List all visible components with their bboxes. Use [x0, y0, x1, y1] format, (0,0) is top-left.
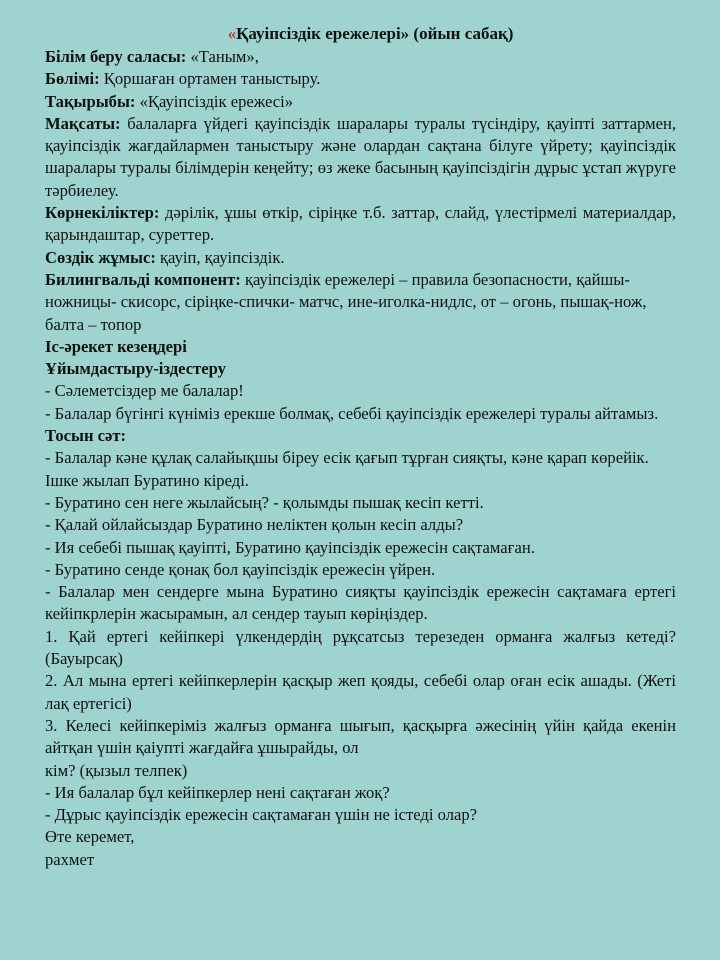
field-value: «Таным», — [186, 47, 259, 66]
field-value: балаларға үйдегі қауіпсіздік шаралары туралы түсіндіру, қауіпті заттармен, қауіпсіздік жағдайлармен таныстыру және олардан сақтана білуге үйрету; қауіпсіздік шаралары туралы білімдерін кеңейту; өз жеке басының қауіпсіздігін дұрыс ұстап жүруге тәрбиелеу. — [45, 113, 676, 200]
body-line: - Ия балалар бұл кейіпкерлер нені сақтаған жоқ? — [45, 782, 390, 802]
body-line: - Қалай ойлайсыздар Буратино неліктен қолын кесіп алды? — [45, 515, 464, 535]
body-line: - Буратино сен неге жылайсың? - қолымды пышақ кесіп кетті. — [45, 492, 484, 512]
body-line: - Буратино сенде қонақ бол қауіпсіздік ережесін үйрен. — [45, 559, 436, 579]
field-label: Мақсаты: — [45, 113, 121, 133]
field-topic — [45, 91, 676, 113]
riddle-3-answer: кім? (қызыл телпек) — [45, 760, 188, 780]
field-goal — [45, 113, 676, 202]
body-line: - Дұрыс қауіпсіздік ережесін сақтамаған үшін не істеді олар? — [45, 805, 478, 825]
field-label: Тақырыбы: — [45, 91, 136, 111]
field-label: Сөздік жұмыс: — [45, 247, 156, 267]
field-value: қауіп, қауіпсіздік. — [155, 247, 285, 267]
body-line: Өте керемет, — [45, 827, 135, 847]
field-value: қауіпсіздік ережелері – правила безопасности, қайшы-ножницы- скисорс, сіріңке-спички- матчс, ине-иголка-нидлс, от – огонь, пышақ-нож, балта – топор — [45, 269, 647, 334]
riddle-3: 3. Келесі кейіпкеріміз жалғыз орманға шығып, қасқырға әжесінің үйін қайда екенін айтқан үшін қаіупті жағдайға ұшырайды, ол — [45, 715, 676, 758]
field-section — [45, 68, 676, 90]
heading-organization: Ұйымдастыру-іздестеру — [45, 359, 226, 379]
field-bilingual — [45, 269, 676, 336]
riddle-2: 2. Ал мына ертегі кейіпкерлерін қасқыр жеп қояды, себебі олар оған есік ашады. (Жеті лақ ертегісі) — [45, 671, 676, 713]
field-label: Білім беру саласы: — [45, 47, 187, 66]
heading-stages: Іс-әрекет кезеңдері — [45, 336, 187, 356]
body-line: рахмет — [45, 849, 95, 869]
field-label: Көрнекіліктер: — [45, 203, 160, 223]
lesson-title — [45, 22, 676, 46]
field-label: Билингвальді компонент: — [45, 269, 241, 289]
field-value: дәрілік, ұшы өткір, сіріңке т.б. заттар, слайд, үлестірмелі материалдар, қарындаштар, суреттер. — [45, 203, 676, 245]
field-visuals — [45, 202, 676, 247]
riddle-1: 1. Қай ертегі кейіпкері үлкендердің рұқсатсыз терезеден орманға жалғыз кетеді? (Бауырсақ) — [45, 626, 676, 669]
title-quote: « — [227, 24, 237, 43]
body-line: - Ия себебі пышақ қауіпті, Буратино қауіпсіздік ережесін сақтамаған. — [45, 537, 535, 557]
lesson-body — [45, 46, 676, 871]
field-value: Қоршаған ортамен таныстыру. — [99, 69, 321, 89]
body-line: - Балалар бүгінгі күніміз ерекше болмақ, себебі қауіпсіздік ережелері туралы айтамыз. — [45, 403, 659, 423]
body-line: - Балалар мен сендерге мына Буратино сияқты қауіпсіздік ережесін сақтамаға ертегі кейіпкрлерін жасырамын, ал сендер тауып көріңіздер. — [45, 582, 676, 624]
title-text: Қауіпсіздік ережелері» (ойын сабақ) — [236, 24, 514, 43]
body-line: - Балалар кәне құлақ салайықшы біреу есік қағып тұрған сияқты, кәне қарап көрейік. — [45, 448, 649, 468]
body-line: - Сәлеметсіздер ме балалар! — [45, 381, 244, 401]
field-value: «Қауіпсіздік ережесі» — [135, 91, 294, 111]
field-area — [45, 46, 676, 68]
field-vocabulary — [45, 247, 676, 269]
field-label: Бөлімі: — [45, 69, 100, 89]
body-line: Ішке жылап Буратино кіреді. — [45, 470, 249, 490]
heading-surprise: Тосын сәт: — [45, 426, 127, 446]
